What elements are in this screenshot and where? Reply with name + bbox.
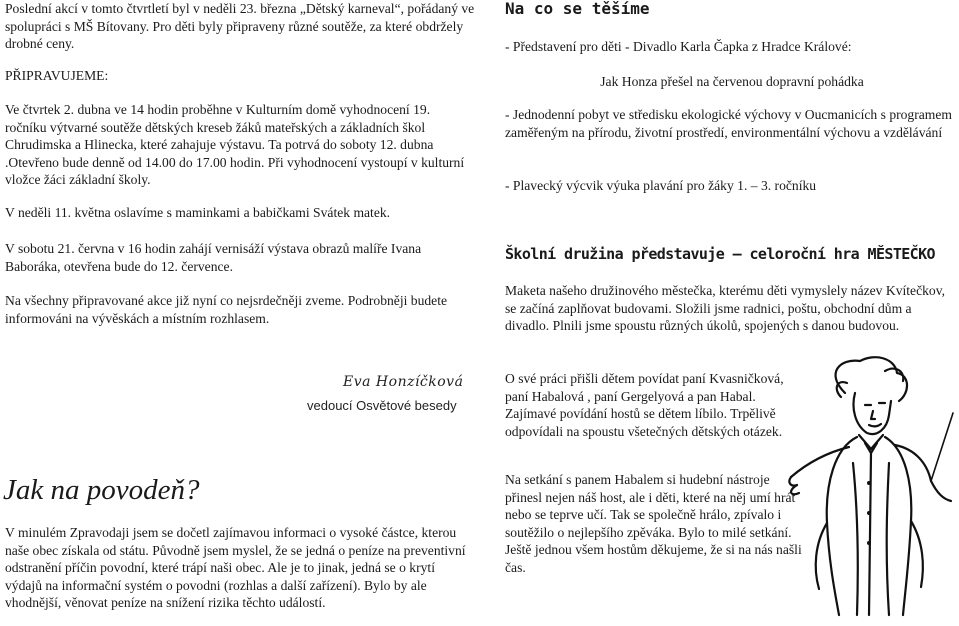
music-paragraph: Na setkání s panem Habalem si hudební nástroje přinesl nejen náš host, ale i děti, které na něj umí hrát nebo se teprve učí. Tak se společně hrálo, zpívalo i soutěžilo o nejlepšího zpěváka. Bylo to milé setkání. Ještě jednou všem hostům děkujeme, že si na nás našli čas. (505, 472, 802, 575)
flood-heading: Jak na povodeň? (3, 474, 200, 506)
intro-paragraph: Poslední akcí v tomto čtvrtletí byl v neděli 23. března „Dětský karneval“, pořádaný ve spolupráci s MŠ Bítovany. Pro děti byly připraveny různé soutěže, za které obdržely drobné ceny. (5, 1, 475, 52)
event-mothers-day: V neděli 11. května oslavíme s maminkami a babičkami Svátek matek. (5, 205, 391, 220)
conductor-illustration (785, 353, 955, 621)
looking-forward-heading: Na co se těšíme (505, 0, 650, 18)
item-swimming: - Plavecký výcvik výuka plavání pro žáky 1. – 3. ročníku (505, 178, 817, 193)
flood-paragraph: V minulém Zpravodaji jsem se dočetl zajímavou informaci o vysoké částce, kterou naše obec získala od státu. Původně jsem myslel, že se jedná o peníze na preventivní odstranění příčin povodní, které trápí naši obec. Ale je to jinak, jedná se o krytí výdajů na informační systém o povodni (rozhlas a další zařízení). Bylo by ale vhodnější, věnovat peníze na snížení rizika těchto událostí. (5, 525, 466, 611)
guests-paragraph: O své práci přišli dětem povídat paní Kvasničková, paní Habalová , paní Gergelyová a pan Habal. Zajímavé povídání hostů se dětem líbilo. Trpělivě odpovídali na spoustu všetečných dětských otázek. (505, 371, 784, 439)
town-paragraph: Maketa našeho družinového městečka, kterému děti vymyslely název Kvítečkov, se začíná zaplňovat budovami. Složili jsme radnici, poštu, obchodní dům a divadlo. Plnili jsme spoustu různých úkolů, spojených s danou budovou. (505, 283, 946, 334)
signature: Eva Honzíčková (343, 374, 464, 390)
item-ecology-stay: - Jednodenní pobyt ve středisku ekologické výchovy v Oucmanicích s programem zaměřeným na přírodu, životní prostředí, environmentální výchovu a vzdělávání (505, 107, 952, 140)
prepare-heading: PŘIPRAVUJEME: (5, 68, 109, 83)
item-theatre-title: Jak Honza přešel na červenou dopravní pohádka (600, 74, 864, 89)
event-vernissage: V sobotu 21. června v 16 hodin zahájí vernisáží výstava obrazů malíře Ivana Baboráka, otevřena bude do 12. července. (5, 241, 422, 274)
item-theatre: - Představení pro děti - Divadlo Karla Čapka z Hradce Králové: (505, 39, 852, 54)
school-club-heading: Školní družina představuje – celoroční hra MĚSTEČKO (505, 245, 935, 263)
signature-role: vedoucí Osvětové besedy (307, 398, 457, 413)
event-exhibition: Ve čtvrtek 2. dubna ve 14 hodin proběhne v Kulturním domě vyhodnocení 19. ročníku výtvarné soutěže dětských kreseb žáků mateřských a základních škol Chrudimska a Hlinecka, které zahajuje výstavu. Ta potrvá do soboty 12. dubna .Otevřeno bude denně od 14.00 do 17.00 hodin. Při vyhodnocení vystoupí v kulturní vložce žáci základní školy. (5, 102, 465, 188)
invite-paragraph: Na všechny připravované akce již nyní co nejsrdečněji zveme. Podrobněji budete informováni na vývěskách a místním rozhlasem. (5, 293, 448, 326)
